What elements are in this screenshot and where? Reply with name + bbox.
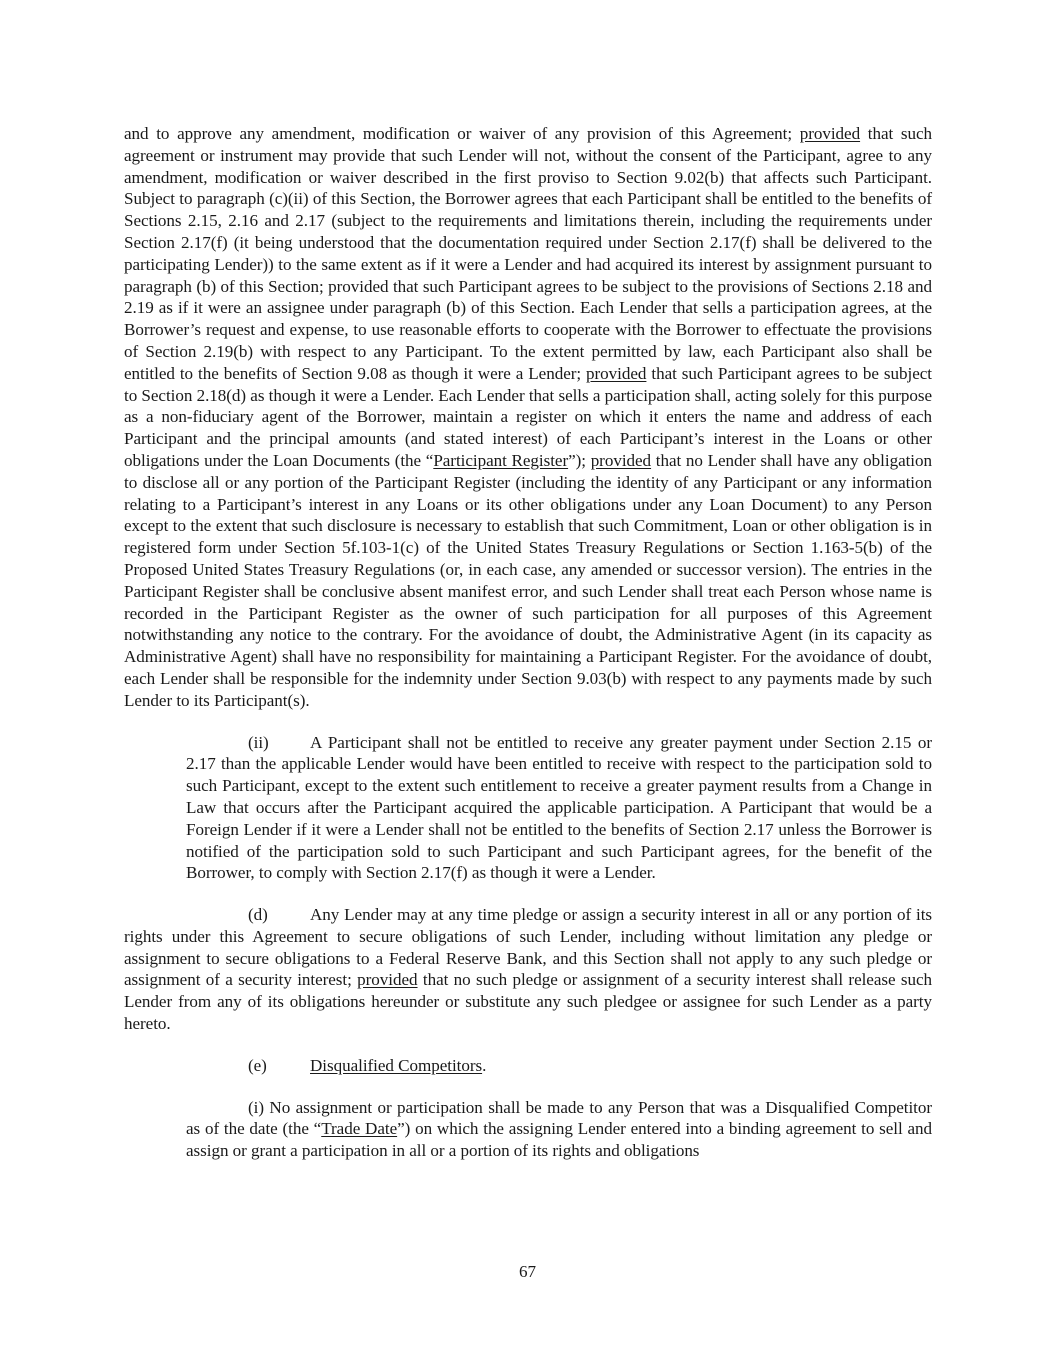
provided-term: provided: [590, 450, 652, 470]
paragraph-e-label: (e): [248, 1055, 267, 1075]
participant-register-term: Participant Register: [433, 450, 569, 470]
paragraph-e-heading: (e) Disqualified Competitors.: [248, 1055, 487, 1075]
paragraph-d: (d) Any Lender may at any time pledge or assign a security interest in all or any portion of its rights under this Agreement to secure obligations of such Lender, including without limitation any pledge or assignment to secure obligations to a Federal Reserve Bank, and this Section shall not apply to any such pledge or assignment of a security interest; provided that no such pledge or assignment of a security interest shall release such Lender from any of its obligations hereunder or substitute any such pledgee or assignee for such Lender as a party hereto.: [124, 905, 932, 1034]
document-page: [124, 123, 932, 1162]
paragraph-e-i: (i) No assignment or participation shall be made to any Person that was a Disqualified Competitor as of the date (the “Trade Date”) on which the assigning Lender entered into a binding agreement to sell and assign or grant a participation in all or a portion of its rights and obligations: [186, 1097, 933, 1161]
paragraph-d-label: (d): [248, 905, 268, 925]
page-number: 67: [518, 1262, 537, 1281]
paragraph-ii-label: (ii): [248, 732, 269, 752]
paragraph-participation: and to approve any amendment, modification or waiver of any provision of this Agreement; provided that such agreement or instrument may provide that such Lender will not, without the consent of the Participant, agree to any amendment, modification or waiver described in the first proviso to Section 9.02(b) that affects such Participant. Subject to paragraph (c)(ii) of this Section, the Borrower agrees that each Participant shall be entitled to the benefits of Sections 2.15, 2.16 and 2.17 (subject to the requirements and limitations therein, including the requirements under Section 2.17(f) (it being understood that the documentation required under Section 2.17(f) shall be delivered to the participating Lender)) to the same extent as if it were a Lender and had acquired its interest by assignment pursuant to paragraph (b) of this Section; provided that such Participant agrees to be subject to the provisions of Sections 2.18 and 2.19 as if it were an assignee under paragraph (b) of this Section. Each Lender that sells a participation agrees, at the Borrower’s request and expense, to use reasonable efforts to cooperate with the Borrower to effectuate the provisions of Section 2.19(b) with respect to any Participant. To the extent permitted by law, each Participant also shall be entitled to the benefits of Section 9.08 as though it were a Lender; provided that such Participant agrees to be subject to Section 2.18(d) as though it were a Lender. Each Lender that sells a participation shall, acting solely for this purpose as a non-fiduciary agent of the Borrower, maintain a register on which it enters the name and address of each Participant and the principal amounts (and stated interest) of each Participant’s interest in the Loans or other obligations under the Loan Documents (the “Participant Register”); provided that no Lender shall have any obligation to disclose all or any portion of the Participant Register (including the identity of any Participant or any information relating to a Participant’s interest in any Loans or its other obligations under any Loan Document) to any Person except to the extent that such disclosure is necessary to establish that such Commitment, Loan or other obligation is in registered form under Section 5f.103-1(c) of the United States Treasury Regulations or Section 1.163-5(b) of the Proposed United States Treasury Regulations (or, in each case, any amended or successor version). The entries in the Participant Register shall be conclusive absent manifest error, and such Lender shall treat each Person whose name is recorded in the Participant Register as the owner of such participation for all purposes of this Agreement notwithstanding any notice to the contrary. For the avoidance of doubt, the Administrative Agent (in its capacity as Administrative Agent) shall have no responsibility for maintaining a Participant Register. For the avoidance of doubt, each Lender shall be responsible for the indemnity under Section 9.03(b) with respect to any payments made by such Lender to its Participant(s).: [124, 124, 932, 710]
trade-date-term: Trade Date: [321, 1119, 398, 1139]
provided-term: provided: [586, 363, 647, 383]
disqualified-competitors-heading: Disqualified Competitors: [310, 1055, 483, 1075]
paragraph-ii: (ii) A Participant shall not be entitled to receive any greater payment under Section 2.15 or 2.17 than the applicable Lender would have been entitled to receive with respect to the participation sold to such Participant, except to the extent such entitlement to receive a greater payment results from a Change in Law that occurs after the Participant acquired the applicable participation. A Participant that would be a Foreign Lender if it were a Lender shall not be entitled to the benefits of Section 2.17 unless the Borrower is notified of the participation sold to such Participant and such Participant agrees, for the benefit of the Borrower, to comply with Section 2.17(f) as though it were a Lender.: [186, 732, 932, 883]
provided-term: provided: [799, 124, 861, 143]
provided-term: provided: [357, 970, 418, 990]
